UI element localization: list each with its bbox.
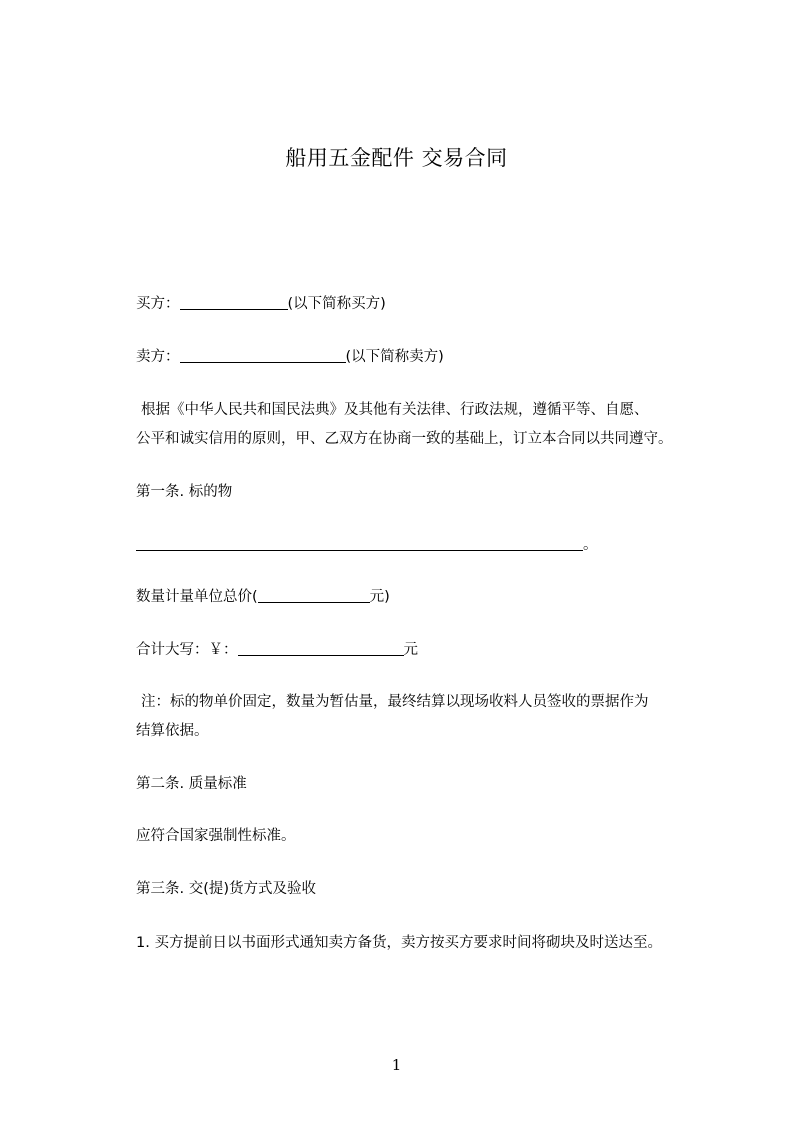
article-1-blank-line	[136, 533, 598, 554]
buyer-suffix: (以下简称买方)	[287, 296, 386, 312]
article-2-heading: 第二条. 质量标准	[136, 776, 247, 792]
document-title: 船用五金配件 交易合同	[285, 146, 508, 170]
subject-blank	[136, 536, 583, 551]
buyer-label: 买方：	[136, 296, 180, 312]
seller-blank	[180, 348, 346, 363]
note-line-2: 结算依据。	[136, 723, 209, 739]
preamble-line-1: 根据《中华人民共和国民法典》及其他有关法律、行政法规，遵循平等、自愿、	[141, 402, 649, 418]
total-blank	[238, 641, 404, 656]
article-2-body: 应符合国家强制性标准。	[136, 828, 296, 844]
quantity-line	[136, 585, 390, 606]
total-suffix: 元	[403, 642, 418, 658]
preamble-line-2: 公平和诚实信用的原则，甲、乙双方在协商一致的基础上，订立本合同以共同遵守。	[136, 431, 673, 447]
quantity-label: 数量计量单位总价(	[136, 589, 258, 605]
total-line	[136, 638, 418, 659]
quantity-suffix: 元)	[369, 589, 390, 605]
article-3-item-1: 1. 买方提前日以书面形式通知卖方备货，卖方按买方要求时间将砌块及时送达至。	[136, 935, 662, 951]
seller-label: 卖方：	[136, 349, 180, 365]
buyer-line	[136, 292, 386, 313]
note-line-1: 注：标的物单价固定，数量为暂估量，最终结算以现场收料人员签收的票据作为	[141, 694, 649, 710]
quantity-blank	[258, 588, 370, 603]
article-1-heading: 第一条. 标的物	[136, 484, 233, 500]
subject-blank-end: 。	[583, 537, 598, 553]
total-label: 合计大写：￥：	[136, 642, 238, 658]
article-3-heading: 第三条. 交(提)货方式及验收	[136, 881, 317, 897]
buyer-blank	[180, 295, 288, 310]
seller-line	[136, 345, 444, 366]
page-number: 1	[391, 1056, 402, 1074]
seller-suffix: (以下简称卖方)	[345, 349, 444, 365]
